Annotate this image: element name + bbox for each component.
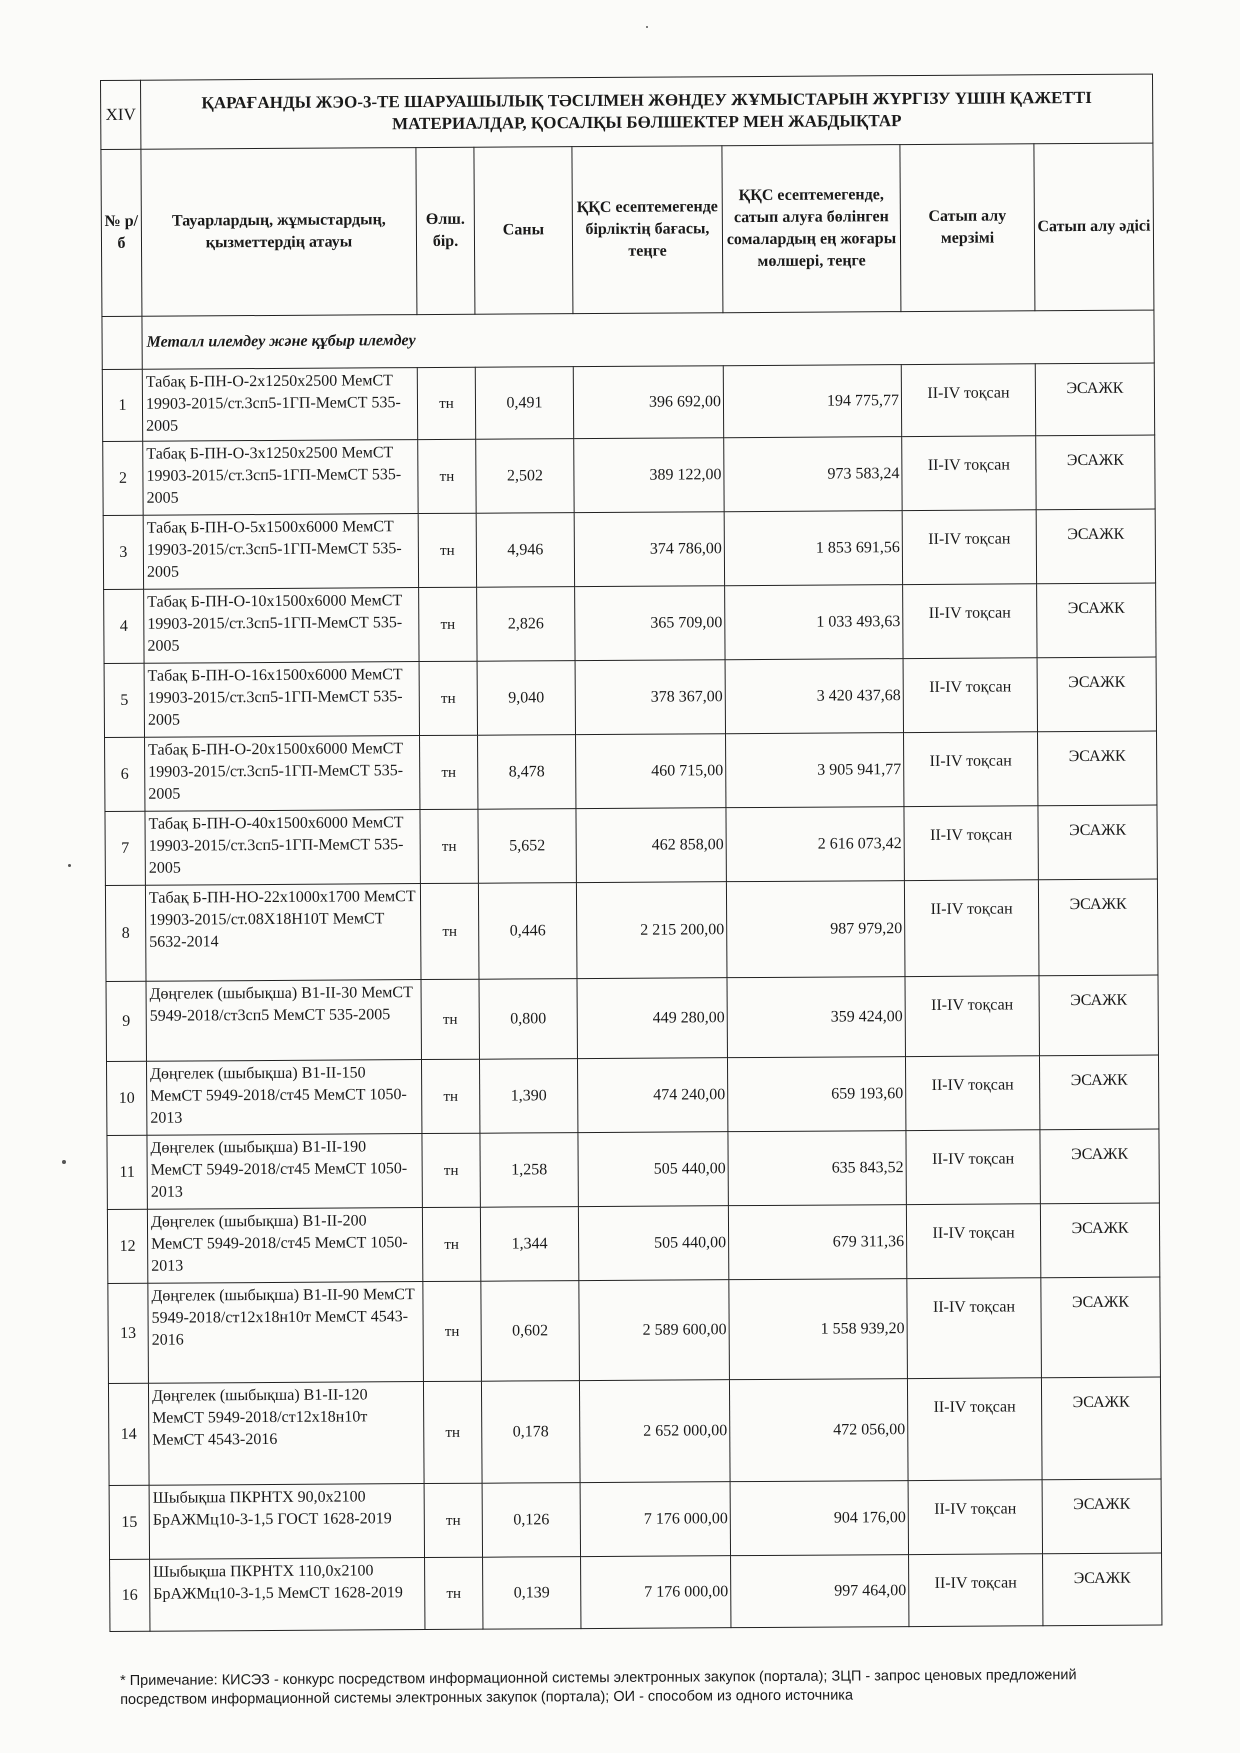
subsection-empty-cell [102, 316, 142, 369]
row-price: 449 280,00 [577, 978, 727, 1059]
row-total: 1 558 939,20 [729, 1279, 908, 1380]
row-unit: тн [421, 979, 479, 1059]
row-total: 472 056,00 [729, 1379, 908, 1482]
row-total: 679 311,36 [728, 1205, 906, 1280]
row-num: 4 [104, 589, 144, 663]
row-num: 6 [105, 737, 145, 811]
row-unit: тн [421, 1059, 479, 1133]
row-price: 396 692,00 [573, 366, 723, 439]
row-method: ЭСАЖК [1041, 1377, 1161, 1480]
row-name: Табақ Б-ПН-О-16х1500х6000 МемСТ 19903-2015/ст.3сп5-1ГП-МемСТ 535-2005 [144, 662, 419, 738]
row-name: Дөңгелек (шыбықша) В1-II-30 МемСТ 5949-2018/ст3сп5 МемСТ 535-2005 [146, 980, 421, 1062]
scan-speck [646, 26, 648, 28]
row-name: Табақ Б-ПН-О-2х1250х2500 МемСТ 19903-2015/ст.3сп5-1ГП-МемСТ 535-2005 [142, 368, 417, 442]
row-num: 10 [106, 1061, 146, 1135]
row-num: 16 [110, 1559, 150, 1631]
row-total: 997 464,00 [731, 1555, 909, 1628]
row-total: 194 775,77 [723, 365, 901, 438]
row-method: ЭСАЖК [1035, 363, 1155, 436]
row-qty: 8,478 [478, 735, 576, 810]
footnote: * Примечание: КИСЭЗ - конкурс посредством информационной системы электронных закупок (портала); ЗЦП - запрос ценовых предложений посредством информационной системы электронных закупок (портала); ОИ - способом из одного источника [120, 1667, 1077, 1708]
row-unit: тн [423, 1281, 482, 1381]
row-unit: тн [420, 883, 479, 979]
header-total: ҚҚС есептемегенде, сатып алуға бөлінген сомалардың ең жоғары мөлшері, теңге [722, 145, 901, 313]
row-term: II-IV тоқсан [906, 1130, 1040, 1205]
row-unit: тн [422, 1133, 480, 1207]
row-term: II-IV тоқсан [901, 364, 1035, 437]
header-num: № р/б [101, 149, 142, 316]
row-total: 3 905 941,77 [726, 733, 904, 808]
header-unit: Өлш. бір. [416, 147, 475, 314]
row-name: Дөңгелек (шыбықша) В1-II-200 МемСТ 5949-2018/ст45 МемСТ 1050-2013 [147, 1208, 422, 1284]
row-num: 3 [103, 515, 143, 589]
row-num: 15 [109, 1485, 149, 1559]
table-row [110, 1553, 1162, 1631]
row-qty: 2,502 [476, 439, 574, 514]
row-unit: тн [420, 735, 478, 809]
row-term: II-IV тоқсан [904, 806, 1038, 881]
row-price: 474 240,00 [577, 1058, 727, 1133]
row-name: Табақ Б-ПН-О-20х1500х6000 МемСТ 19903-2015/ст.3сп5-1ГП-МемСТ 535-2005 [145, 736, 420, 812]
row-qty: 2,826 [477, 587, 575, 662]
row-num: 13 [108, 1283, 149, 1383]
row-total: 3 420 437,68 [725, 659, 903, 734]
row-term: II-IV тоқсан [907, 1378, 1042, 1481]
row-num: 5 [104, 663, 144, 737]
row-term: II-IV тоқсан [905, 976, 1039, 1057]
row-price: 505 440,00 [578, 1132, 728, 1207]
row-method: ЭСАЖК [1043, 1553, 1163, 1626]
row-method: ЭСАЖК [1042, 1479, 1162, 1554]
row-name: Табақ Б-ПН-О-40х1500х6000 МемСТ 19903-2015/ст.3сп5-1ГП-МемСТ 535-2005 [145, 810, 420, 886]
row-total: 635 843,52 [728, 1131, 906, 1206]
row-price: 389 122,00 [574, 438, 724, 513]
table-row [106, 1055, 1158, 1135]
row-qty: 0,178 [481, 1381, 580, 1484]
row-qty: 9,040 [477, 661, 575, 736]
row-num: 8 [105, 885, 146, 981]
table-row [105, 731, 1157, 811]
table-row [104, 583, 1156, 663]
row-unit: тн [420, 809, 478, 883]
scan-speck [68, 864, 71, 867]
row-price: 7 176 000,00 [580, 1482, 730, 1557]
row-term: II-IV тоқсан [902, 510, 1036, 585]
scan-speck [62, 1160, 66, 1164]
row-method: ЭСАЖК [1037, 731, 1157, 806]
header-price: ҚҚС есептемегенде бірліктің бағасы, теңге [572, 146, 723, 314]
row-qty: 0,139 [483, 1557, 581, 1630]
table-row [107, 1129, 1159, 1209]
row-method: ЭСАЖК [1036, 509, 1156, 584]
row-method: ЭСАЖК [1038, 879, 1158, 976]
row-price: 378 367,00 [575, 660, 725, 735]
row-method: ЭСАЖК [1041, 1277, 1161, 1378]
row-qty: 1,258 [480, 1133, 578, 1208]
row-total: 1 853 691,56 [724, 511, 902, 586]
table-row [106, 975, 1159, 1061]
row-qty: 0,602 [481, 1281, 580, 1382]
table-row [109, 1479, 1161, 1559]
row-name: Табақ Б-ПН-О-5х1500х6000 МемСТ 19903-2015/ст.3сп5-1ГП-МемСТ 535-2005 [143, 514, 418, 590]
row-method: ЭСАЖК [1039, 1055, 1159, 1130]
row-term: II-IV тоқсан [902, 436, 1036, 511]
row-method: ЭСАЖК [1040, 1129, 1160, 1204]
row-name: Дөңгелек (шыбықша) В1-II-120 МемСТ 5949-2018/ст12х18н10т МемСТ 4543-2016 [148, 1382, 424, 1486]
table-row [103, 435, 1155, 515]
table-row [108, 1377, 1161, 1485]
row-total: 987 979,20 [726, 881, 905, 978]
row-qty: 1,344 [480, 1207, 578, 1282]
row-price: 2 652 000,00 [579, 1380, 730, 1483]
row-method: ЭСАЖК [1040, 1203, 1160, 1278]
row-unit: тн [423, 1381, 482, 1483]
row-qty: 0,800 [479, 979, 577, 1060]
row-unit: тн [422, 1207, 480, 1281]
table-row [105, 879, 1158, 981]
row-num: 7 [105, 811, 145, 885]
subsection-row [102, 310, 1154, 369]
subsection-title: Металл илемдеу және құбыр илемдеу [142, 310, 1154, 369]
table-row [103, 509, 1155, 589]
row-unit: тн [424, 1483, 482, 1557]
table-row [104, 657, 1156, 737]
row-term: II-IV тоқсан [906, 1204, 1040, 1279]
row-qty: 4,946 [476, 513, 574, 588]
table-row [102, 363, 1154, 441]
row-term: II-IV тоқсан [903, 658, 1037, 733]
row-price: 2 589 600,00 [579, 1280, 730, 1381]
section-number: XIV [101, 80, 141, 149]
table-body [101, 74, 1163, 1631]
row-term: II-IV тоқсан [903, 584, 1037, 659]
row-price: 462 858,00 [576, 808, 726, 883]
row-name: Табақ Б-ПН-О-3х1250х2500 МемСТ 19903-2015/ст.3сп5-1ГП-МемСТ 535-2005 [143, 440, 418, 516]
row-method: ЭСАЖК [1037, 657, 1157, 732]
row-term: II-IV тоқсан [909, 1554, 1043, 1627]
row-price: 505 440,00 [578, 1206, 728, 1281]
row-unit: тн [425, 1557, 483, 1629]
row-qty: 5,652 [478, 809, 576, 884]
row-total: 659 193,60 [727, 1057, 905, 1132]
row-num: 12 [107, 1209, 147, 1283]
row-price: 365 709,00 [575, 586, 725, 661]
header-name: Тауарлардың, жұмыстардың, қызметтердің атауы [141, 148, 417, 317]
row-num: 1 [102, 369, 142, 441]
row-unit: тн [419, 587, 477, 661]
row-method: ЭСАЖК [1039, 975, 1159, 1056]
row-unit: тн [418, 513, 476, 587]
row-method: ЭСАЖК [1036, 435, 1156, 510]
row-term: II-IV тоқсан [907, 1278, 1042, 1379]
row-price: 7 176 000,00 [581, 1556, 731, 1629]
procurement-table-sheet [100, 74, 1161, 1632]
row-num: 9 [106, 981, 146, 1061]
header-method: Сатып алу әдісі [1034, 143, 1154, 311]
row-qty: 0,446 [478, 883, 577, 980]
row-qty: 0,491 [475, 367, 573, 440]
row-total: 359 424,00 [727, 977, 905, 1058]
section-title: ҚАРАҒАНДЫ ЖЭО-3-ТЕ ШАРУАШЫЛЫҚ ТӘСІЛМЕН ЖӨНДЕУ ЖҰМЫСТАРЫН ЖҮРГІЗУ ҮШІН ҚАЖЕТТІ МАТЕРИАЛДАР, ҚОСАЛҚЫ БӨЛШЕКТЕР МЕН ЖАБДЫҚТАР [141, 74, 1153, 149]
row-name: Табақ Б-ПН-О-10х1500х6000 МемСТ 19903-2015/ст.3сп5-1ГП-МемСТ 535-2005 [144, 588, 419, 664]
row-name: Дөңгелек (шыбықша) В1-II-90 МемСТ 5949-2018/ст12х18н10т МемСТ 4543-2016 [148, 1282, 424, 1384]
table-row [105, 805, 1157, 885]
row-total: 904 176,00 [730, 1481, 908, 1556]
row-name: Дөңгелек (шыбықша) В1-II-150 МемСТ 5949-2018/ст45 МемСТ 1050-2013 [146, 1060, 421, 1136]
row-term: II-IV тоқсан [908, 1480, 1042, 1555]
row-term: II-IV тоқсан [904, 880, 1039, 977]
row-total: 2 616 073,42 [726, 807, 904, 882]
row-price: 2 215 200,00 [576, 882, 727, 979]
row-num: 11 [107, 1135, 147, 1209]
row-total: 1 033 493,63 [725, 585, 903, 660]
row-name: Шыбықша ПКРНТХ 110,0х2100 БрАЖМц10-3-1,5 МемСТ 1628-2019 [150, 1558, 425, 1632]
row-num: 2 [103, 441, 143, 515]
row-qty: 0,126 [482, 1483, 580, 1558]
procurement-table [100, 74, 1163, 1632]
row-method: ЭСАЖК [1037, 583, 1157, 658]
row-qty: 1,390 [479, 1059, 577, 1134]
row-unit: тн [417, 367, 475, 439]
section-title-row [101, 74, 1153, 149]
table-row [107, 1203, 1159, 1283]
row-unit: тн [419, 661, 477, 735]
row-term: II-IV тоқсан [904, 732, 1038, 807]
row-price: 374 786,00 [574, 512, 724, 587]
header-row [101, 143, 1154, 316]
row-term: II-IV тоқсан [905, 1056, 1039, 1131]
row-num: 14 [108, 1383, 149, 1485]
row-method: ЭСАЖК [1038, 805, 1158, 880]
row-unit: тн [418, 439, 476, 513]
row-price: 460 715,00 [576, 734, 726, 809]
row-name: Дөңгелек (шыбықша) В1-II-190 МемСТ 5949-2018/ст45 МемСТ 1050-2013 [147, 1134, 422, 1210]
header-term: Сатып алу мерзімі [900, 144, 1035, 312]
row-name: Табақ Б-ПН-НО-22х1000х1700 МемСТ 19903-2015/ст.08Х18Н10Т МемСТ 5632-2014 [145, 884, 421, 982]
row-name: Шыбықша ПКРНТХ 90,0х2100 БрАЖМц10-3-1,5 ГОСТ 1628-2019 [149, 1484, 424, 1560]
table-row [108, 1277, 1161, 1383]
row-total: 973 583,24 [724, 437, 902, 512]
header-qty: Саны [474, 147, 573, 315]
